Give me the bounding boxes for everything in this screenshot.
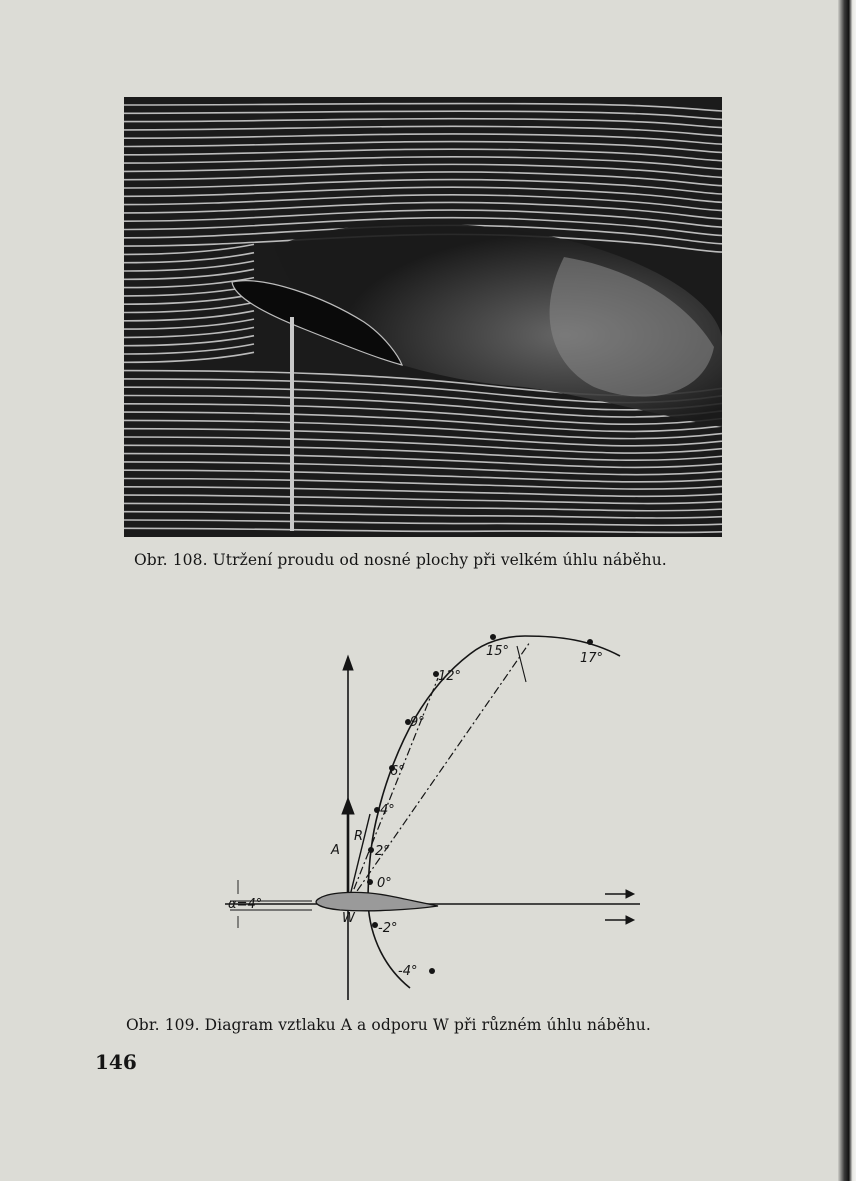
drag-label: W	[342, 911, 355, 926]
figure-108-caption: Obr. 108. Utržení proudu od nosné plochy při velkém úhlu náběhu.	[134, 551, 667, 569]
airflow-photo-art	[124, 97, 722, 537]
alpha-label: α=4°	[228, 897, 263, 912]
airfoil-section	[316, 892, 438, 910]
figure-109-caption: Obr. 109. Diagram vztlaku A a odporu W při různém úhlu náběhu.	[126, 1016, 651, 1034]
point-label-15: 15°	[486, 644, 510, 659]
resultant-vector	[348, 814, 370, 904]
point-label-4: 4°	[380, 803, 395, 818]
point-label-6: 6°	[390, 764, 405, 779]
book-spine-edge	[838, 0, 856, 1181]
point-label-9: 9°	[410, 715, 425, 730]
airflow-photograph	[124, 97, 722, 537]
point-label-17: 17°	[580, 651, 604, 666]
polar-points	[367, 634, 593, 974]
point-label-12: 12°	[438, 669, 462, 684]
point-label-minus4: -4°	[398, 964, 418, 979]
polar-curve	[368, 636, 620, 988]
tangent-mark	[517, 646, 526, 682]
page-number: 146	[95, 1050, 137, 1074]
lift-axis-arrow	[343, 656, 353, 670]
point-label-0: 0°	[377, 876, 392, 891]
point-label-2: 2°	[375, 844, 390, 859]
resultant-label: R	[354, 829, 364, 844]
resultant-line-long	[348, 678, 438, 904]
point-label-minus2: -2°	[378, 921, 398, 936]
lift-label: A	[331, 843, 340, 858]
lift-drag-diagram	[170, 618, 670, 1008]
